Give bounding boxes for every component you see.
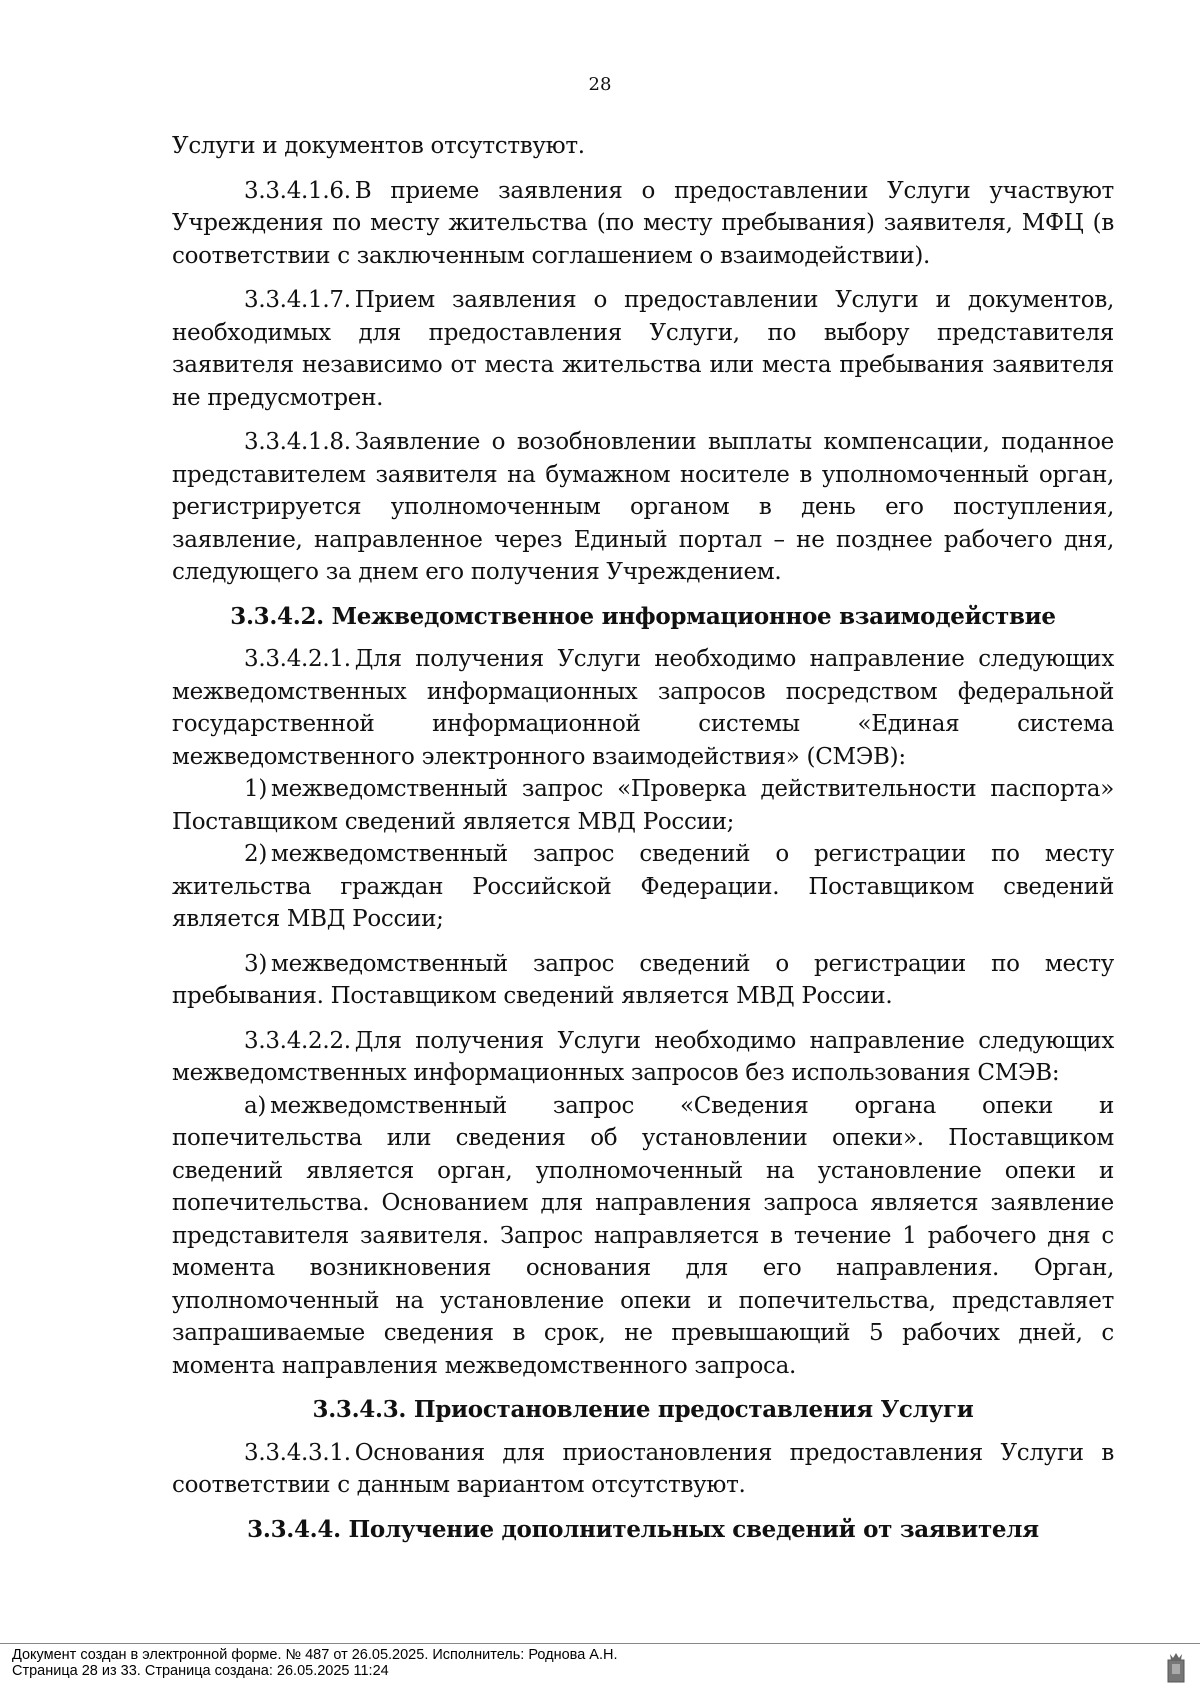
paragraph: 3.3.4.1.7. Прием заявления о предоставлении Услуги и документов, необходимых для предоставления Услуги, по выбору представителя заявителя независимо от места жительства или места пребывания заявителя не предусмотрен.: [172, 287, 1114, 411]
list-item: 3) межведомственный запрос сведений о регистрации по месту пребывания. Поставщиком сведений является МВД России.: [172, 950, 1114, 1009]
list-item: а) межведомственный запрос «Сведения органа опеки и попечительства или сведения об установлении опеки». Поставщиком сведений является орган, уполномоченный на установление опеки и попечительства. Основанием для направления запроса является заявление представителя заявителя. Запрос направляется в течение 1 рабочего дня с момента возникновения основания для его направления. Орган, уполномоченный на установление опеки и попечительства, представляет запрашиваемые сведения в срок, не превышающий 5 рабочих дней, с момента направления межведомственного запроса.: [172, 1092, 1114, 1379]
list-item: 1) межведомственный запрос «Проверка действительности паспорта» Поставщиком сведений является МВД России;: [172, 776, 1114, 835]
list-item: 2) межведомственный запрос сведений о регистрации по месту жительства граждан Российской Федерации. Поставщиком сведений является МВД России;: [172, 841, 1114, 932]
footer-divider: [0, 1643, 1200, 1644]
section-heading: 3.3.4.3. Приостановление предоставления Услуги: [312, 1396, 974, 1423]
coat-of-arms-icon: [1166, 1650, 1186, 1686]
document-footer: [12, 1647, 618, 1679]
section-heading: 3.3.4.4. Получение дополнительных сведений от заявителя: [247, 1515, 1039, 1543]
footer-line-document: Документ создан в электронной форме. № 487 от 26.05.2025. Исполнитель: Роднова А.Н.: [12, 1647, 618, 1663]
document-body: [172, 130, 1114, 1556]
footer-line-page: Страница 28 из 33. Страница создана: 26.05.2025 11:24: [12, 1663, 389, 1679]
paragraph: Услуги и документов отсутствуют.: [172, 133, 585, 159]
page-number: 28: [588, 74, 612, 95]
paragraph: 3.3.4.2.2. Для получения Услуги необходимо направление следующих межведомственных информационных запросов без использования СМЭВ:: [172, 1027, 1114, 1086]
paragraph: 3.3.4.3.1. Основания для приостановления предоставления Услуги в соответствии с данным вариантом отсутствуют.: [172, 1439, 1114, 1498]
section-heading: 3.3.4.2. Межведомственное информационное взаимодействие: [230, 602, 1056, 630]
paragraph: 3.3.4.1.8. Заявление о возобновлении выплаты компенсации, поданное представителем заявителя на бумажном носителе в уполномоченный орган, регистрируется уполномоченным органом в день его поступления, заявление, направленное через Единый портал – не позднее рабочего дня, следующего за днем его получения Учреждением.: [172, 429, 1114, 585]
paragraph: 3.3.4.1.6. В приеме заявления о предоставлении Услуги участвуют Учреждения по месту жительства (по месту пребывания) заявителя, МФЦ (в соответствии с заключенным соглашением о взаимодействии).: [172, 177, 1114, 269]
paragraph: 3.3.4.2.1. Для получения Услуги необходимо направление следующих межведомственных информационных запросов посредством федеральной государственной информационной системы «Единая система межведомственного электронного взаимодействия» (СМЭВ):: [172, 646, 1114, 770]
